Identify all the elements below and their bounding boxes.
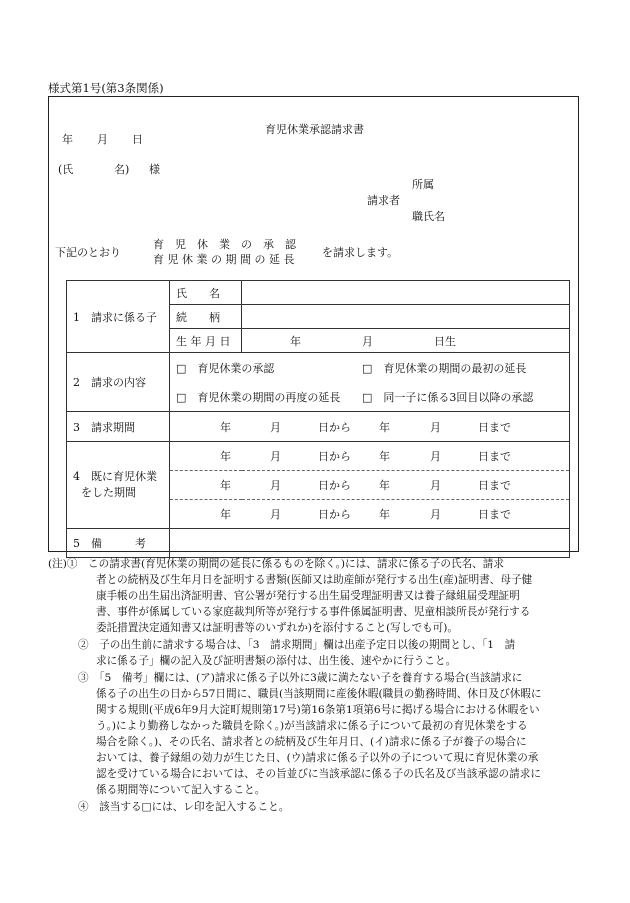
note-2-line-1: ② 子の出生前に請求する場合は、「3 請求期間」欄は出産予定日以後の期間とし、「1 請 bbox=[78, 639, 516, 651]
period-end-year: 年 bbox=[379, 420, 390, 434]
past1-end-day: 日まで bbox=[478, 450, 511, 463]
note-3-line-8: 係る期間等について記入すること。 bbox=[96, 784, 266, 796]
child-relation-label: 続 柄 bbox=[170, 305, 242, 329]
note-3-line-7: 認を受けている場合においては、その旨並びに当該承認に係る子の氏名及び当該承認の請求に bbox=[96, 768, 541, 780]
note-3-line-4: う。)により勤務しなかった職員を除く。)が当該請求に係る子について最初の育児休業をする bbox=[96, 720, 528, 732]
past1-end-year: 年 bbox=[379, 450, 390, 463]
note-1-line-5: 委託措置決定通知書又は証明書等のいずれか)を添付すること(写しでも可)。 bbox=[96, 622, 458, 634]
form-title: 育児休業承認請求書 bbox=[265, 123, 364, 136]
remarks-label: 5 備 考 bbox=[67, 529, 170, 558]
past1-start-year: 年 bbox=[220, 450, 231, 463]
past-leave-period-1[interactable] bbox=[170, 442, 570, 471]
request-content-options-row1 bbox=[170, 353, 570, 383]
past3-start-year: 年 bbox=[220, 508, 231, 521]
past3-end-day: 日まで bbox=[478, 508, 511, 521]
request-option-extension: 育 児 休 業 の 期 間 の 延 長 bbox=[153, 253, 295, 266]
date-day-label: 日 bbox=[132, 133, 143, 146]
request-content-label: 2 請求の内容 bbox=[67, 353, 170, 412]
request-form-frame bbox=[48, 96, 579, 552]
period-end-day: 日まで bbox=[478, 420, 511, 434]
note-3-line-6: おいては、養子縁組の効力が生じた日、(ウ)請求に係る子以外の子について現に育児休業の承 bbox=[96, 752, 539, 764]
addressee-name-open: (氏 bbox=[58, 163, 74, 176]
past1-end-month: 月 bbox=[430, 450, 441, 463]
request-period-field[interactable] bbox=[170, 412, 570, 442]
note-1-line-2: 者との続柄及び生年月日を証明する書類(医師又は助産師が発行する出生(産)証明書、母子健 bbox=[96, 574, 533, 586]
past2-end-day: 日まで bbox=[478, 479, 511, 492]
note-1-line-1: (注)① この請求書(育児休業の期間の延長に係るものを除く。)には、請求に係る子の氏名、請求 bbox=[48, 558, 504, 570]
date-month-label: 月 bbox=[97, 133, 108, 146]
past-leave-period-3[interactable] bbox=[170, 500, 570, 529]
form-number-label: 様式第1号(第3条関係) bbox=[48, 81, 164, 95]
request-period-label: 3 請求期間 bbox=[67, 412, 170, 442]
past1-start-day: 日から bbox=[318, 450, 351, 463]
period-start-month: 月 bbox=[270, 420, 281, 434]
table-row bbox=[67, 412, 570, 442]
past3-start-month: 月 bbox=[270, 508, 281, 521]
past-leave-label-line1: 4 既に育児休業 bbox=[73, 470, 157, 483]
child-relation-field[interactable] bbox=[242, 305, 570, 329]
past1-start-month: 月 bbox=[270, 450, 281, 463]
request-details-table bbox=[66, 280, 570, 558]
request-option-approval: 育 児 休 業 の 承 認 bbox=[153, 238, 296, 251]
requester-label: 請求者 bbox=[367, 194, 400, 207]
request-prefix: 下記のとおり bbox=[55, 246, 121, 259]
addressee-honorific: 様 bbox=[149, 163, 160, 176]
birth-year-label: 年 bbox=[290, 334, 301, 348]
past-leave-period-2[interactable] bbox=[170, 471, 570, 500]
child-name-field[interactable] bbox=[242, 281, 570, 305]
checkbox-second-extension[interactable]: □ 育児休業の期間の再度の延長 bbox=[176, 390, 341, 404]
table-row bbox=[67, 529, 570, 558]
period-end-month: 月 bbox=[430, 420, 441, 434]
note-4-line-1: ④ 該当する□には、レ印を記入すること。 bbox=[78, 801, 290, 813]
child-section-label: 1 請求に係る子 bbox=[67, 281, 170, 353]
past2-end-month: 月 bbox=[430, 479, 441, 492]
request-suffix: を請求します。 bbox=[322, 246, 399, 259]
birth-day-label: 日生 bbox=[434, 334, 456, 348]
table-row bbox=[67, 281, 570, 305]
past2-start-day: 日から bbox=[318, 479, 351, 492]
past-leave-label bbox=[67, 442, 170, 529]
remarks-field[interactable] bbox=[170, 529, 570, 558]
table-row bbox=[67, 442, 570, 471]
requester-position-name-label: 職氏名 bbox=[412, 210, 445, 223]
past3-end-year: 年 bbox=[379, 508, 390, 521]
checkbox-approval[interactable]: □ 育児休業の承認 bbox=[176, 361, 275, 375]
note-3-line-2: 係る子の出生の日から57日間に、職員(当該期間に産後休暇(職員の勤務時間、休日及び休暇に bbox=[96, 688, 542, 700]
note-3-line-3: 関する規則(平成6年9月大淀町規則第17号)第16条第1項第6号に掲げる場合における休暇をい bbox=[96, 704, 540, 716]
checkbox-first-extension[interactable]: □ 育児休業の期間の最初の延長 bbox=[362, 361, 527, 375]
note-2-line-2: 求に係る子」欄の記入及び証明書類の添付は、出生後、速やかに行うこと。 bbox=[96, 655, 457, 667]
past3-end-month: 月 bbox=[430, 508, 441, 521]
past2-start-month: 月 bbox=[270, 479, 281, 492]
checkbox-third-approval[interactable]: □ 同一子に係る3回目以降の承認 bbox=[362, 390, 534, 404]
table-row bbox=[67, 353, 570, 383]
past2-end-year: 年 bbox=[379, 479, 390, 492]
addressee-name-close: 名) bbox=[114, 163, 130, 176]
birth-month-label: 月 bbox=[362, 334, 373, 348]
child-birthdate-label: 生 年 月 日 bbox=[170, 329, 242, 353]
request-content-options-row2 bbox=[170, 382, 570, 412]
child-name-label: 氏 名 bbox=[170, 281, 242, 305]
past-leave-label-line2: をした期間 bbox=[81, 486, 136, 499]
past3-start-day: 日から bbox=[318, 508, 351, 521]
note-3-line-1: ③ 「5 備考」欄には、(ア)請求に係る子以外に3歳に満たない子を養育する場合(当該請求に bbox=[78, 672, 523, 684]
note-3-line-5: 場合を除く。)、その氏名、請求者との続柄及び生年月日、(イ)請求に係る子が養子の場合に bbox=[96, 736, 527, 748]
note-1-line-3: 康手帳の出生届出済証明書、官公署が発行する出生届受理証明書又は養子縁組届受理証明 bbox=[96, 590, 520, 602]
requester-affiliation-label: 所属 bbox=[412, 178, 434, 191]
period-start-day: 日から bbox=[318, 420, 351, 434]
period-start-year: 年 bbox=[220, 420, 231, 434]
date-year-label: 年 bbox=[62, 133, 73, 146]
child-birthdate-field[interactable] bbox=[242, 329, 570, 353]
note-1-line-4: 書、事件が係属している家庭裁判所等が発行する事件係属証明書、児童相談所長が発行する bbox=[96, 606, 531, 618]
past2-start-year: 年 bbox=[220, 479, 231, 492]
